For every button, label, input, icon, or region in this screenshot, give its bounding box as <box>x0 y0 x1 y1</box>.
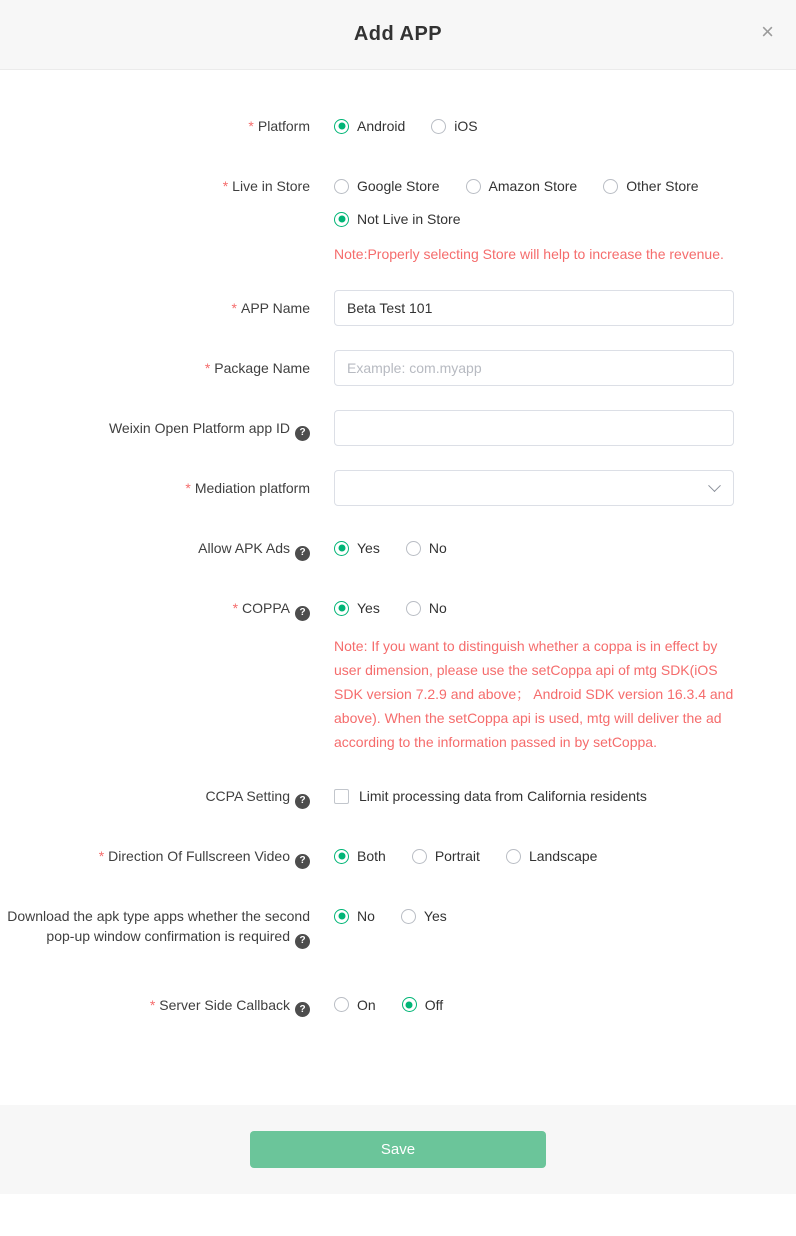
radio-label: Landscape <box>528 848 598 864</box>
radio-label: Not Live in Store <box>357 211 461 227</box>
required-marker: * <box>149 996 156 1013</box>
app-name-label <box>0 290 334 326</box>
modal-header <box>0 0 796 70</box>
mediation-platform-controls <box>334 470 796 506</box>
field-live-in-store <box>0 168 796 266</box>
field-allow-apk-ads <box>0 530 796 566</box>
radio-label: No <box>428 600 447 616</box>
add-app-form <box>0 70 796 1105</box>
direction-radio-group <box>334 838 734 874</box>
fullscreen-direction-label <box>0 838 334 874</box>
label-text: Mediation platform <box>194 480 310 496</box>
ccpa-checkbox[interactable] <box>334 788 647 804</box>
label-text: Platform <box>257 118 310 134</box>
radio-callback-on[interactable] <box>334 997 376 1013</box>
radio-unselected-icon <box>406 541 421 556</box>
allow-apk-ads-label <box>0 530 334 566</box>
radio-unselected-icon <box>406 601 421 616</box>
weixin-app-id-label <box>0 410 334 446</box>
ccpa-checkbox-line <box>334 778 734 814</box>
platform-label <box>0 108 334 144</box>
radio-label: iOS <box>454 118 478 134</box>
radio-selected-icon <box>334 541 349 556</box>
radio-selected-icon <box>334 119 349 134</box>
radio-allow-apk-yes[interactable] <box>334 540 380 556</box>
radio-label: No <box>428 540 447 556</box>
radio-label: Google Store <box>357 178 440 194</box>
ccpa-setting-controls <box>334 778 796 814</box>
platform-controls <box>334 108 796 144</box>
mediation-platform-select[interactable] <box>334 470 734 506</box>
radio-amazon-store[interactable] <box>466 178 578 194</box>
radio-unselected-icon <box>603 179 618 194</box>
required-marker: * <box>232 600 239 616</box>
required-marker: * <box>248 118 254 134</box>
label-text: Live in Store <box>232 178 310 194</box>
radio-unselected-icon <box>412 849 427 864</box>
radio-unselected-icon <box>431 119 446 134</box>
radio-not-live-in-store[interactable] <box>334 211 461 227</box>
modal-title: Add APP <box>353 23 443 45</box>
radio-selected-icon <box>334 212 349 227</box>
field-app-name <box>0 290 796 326</box>
package-name-label <box>0 350 334 386</box>
required-marker: * <box>231 300 237 316</box>
radio-unselected-icon <box>334 997 349 1012</box>
radio-label: Yes <box>357 600 380 616</box>
help-icon[interactable]: ? <box>295 934 310 949</box>
package-name-controls <box>334 350 796 386</box>
apk-popup-confirm-label <box>0 898 334 949</box>
radio-label: Yes <box>357 540 380 556</box>
radio-selected-icon <box>334 909 349 924</box>
modal-footer <box>0 1105 796 1194</box>
coppa-controls <box>334 590 796 754</box>
field-apk-popup-confirm <box>0 898 796 949</box>
field-coppa <box>0 590 796 754</box>
checkbox-unchecked-icon <box>334 789 349 804</box>
label-text: COPPA <box>242 600 290 616</box>
label-text: Allow APK Ads <box>198 540 290 556</box>
radio-selected-icon <box>402 997 417 1012</box>
package-name-input[interactable] <box>334 350 734 386</box>
help-icon[interactable]: ? <box>295 426 310 441</box>
radio-label: Portrait <box>434 848 480 864</box>
label-text: Package Name <box>214 360 310 376</box>
label-text: Direction Of Fullscreen Video <box>108 848 290 864</box>
radio-label: Yes <box>423 908 447 924</box>
field-mediation-platform <box>0 470 796 506</box>
ccpa-setting-label <box>0 778 334 814</box>
label-text: CCPA Setting <box>205 788 290 804</box>
field-fullscreen-direction <box>0 838 796 874</box>
radio-direction-landscape[interactable] <box>506 848 598 864</box>
coppa-label <box>0 590 334 754</box>
radio-unselected-icon <box>334 179 349 194</box>
save-button[interactable]: Save <box>250 1131 546 1168</box>
radio-apk-popup-no[interactable] <box>334 908 375 924</box>
coppa-radio-group <box>334 590 736 626</box>
radio-ios[interactable] <box>431 118 477 134</box>
field-platform <box>0 108 796 144</box>
radio-apk-popup-yes[interactable] <box>401 908 447 924</box>
store-radio-group-row2 <box>334 204 736 234</box>
server-side-callback-label <box>0 987 334 1023</box>
field-ccpa-setting <box>0 778 796 814</box>
mediation-platform-label <box>0 470 334 506</box>
help-icon[interactable]: ? <box>295 606 310 621</box>
close-icon[interactable]: × <box>761 19 774 44</box>
live-in-store-controls <box>334 168 796 266</box>
store-radio-group-row1 <box>334 168 736 204</box>
weixin-app-id-input[interactable] <box>334 410 734 446</box>
radio-google-store[interactable] <box>334 178 440 194</box>
radio-allow-apk-no[interactable] <box>406 540 447 556</box>
radio-label: Both <box>357 848 386 864</box>
checkbox-label: Limit processing data from California residents <box>359 788 647 804</box>
allow-apk-ads-radio-group <box>334 530 734 566</box>
radio-selected-icon <box>334 849 349 864</box>
app-name-input[interactable] <box>334 290 734 326</box>
fullscreen-direction-controls <box>334 838 796 874</box>
radio-direction-both[interactable] <box>334 848 386 864</box>
coppa-note: Note: If you want to distinguish whether a coppa is in effect by user dimension, please use the setCoppa api of mtg SDK(iOS SDK version 7.2.9 and above； Android SDK version 16.3.4 and above). When the setCoppa api is used, mtg will deliver the ad according to the information passed in by setCoppa. <box>334 638 734 750</box>
required-marker: * <box>204 360 211 376</box>
apk-popup-confirm-controls <box>334 898 796 949</box>
help-icon[interactable]: ? <box>295 854 310 869</box>
allow-apk-ads-controls <box>334 530 796 566</box>
help-icon[interactable]: ? <box>295 794 310 809</box>
required-marker: * <box>185 480 191 496</box>
required-marker: * <box>98 848 105 864</box>
radio-label: Amazon Store <box>488 178 578 194</box>
app-name-controls <box>334 290 796 326</box>
radio-unselected-icon <box>401 909 416 924</box>
field-weixin-app-id <box>0 410 796 446</box>
chevron-down-icon <box>708 479 721 492</box>
radio-callback-off[interactable] <box>402 997 443 1013</box>
label-text: APP Name <box>241 300 310 316</box>
field-package-name <box>0 350 796 386</box>
label-text: Download the apk type apps whether the second pop-up window confirmation is required <box>7 908 310 944</box>
help-icon[interactable]: ? <box>295 1002 310 1017</box>
radio-selected-icon <box>334 601 349 616</box>
radio-unselected-icon <box>506 849 521 864</box>
help-icon[interactable]: ? <box>295 546 310 561</box>
platform-radio-group <box>334 108 734 144</box>
radio-label: Android <box>357 118 406 134</box>
server-callback-radio-group <box>334 987 734 1023</box>
radio-other-store[interactable] <box>603 178 698 194</box>
apk-popup-radio-group <box>334 898 734 934</box>
server-side-callback-controls <box>334 987 796 1023</box>
store-note: Note:Properly selecting Store will help to increase the revenue. <box>334 246 724 262</box>
radio-label: No <box>357 908 375 924</box>
radio-coppa-yes[interactable] <box>334 600 380 616</box>
required-marker: * <box>222 178 229 194</box>
radio-label: On <box>357 996 376 1013</box>
radio-android[interactable] <box>334 118 405 134</box>
radio-label: Off <box>424 996 444 1013</box>
live-in-store-label <box>0 168 334 266</box>
field-server-side-callback <box>0 987 796 1023</box>
weixin-app-id-controls <box>334 410 796 446</box>
radio-direction-portrait[interactable] <box>412 848 480 864</box>
label-text: Server Side Callback <box>159 996 290 1013</box>
radio-label: Other Store <box>626 178 699 194</box>
radio-coppa-no[interactable] <box>406 600 447 616</box>
radio-unselected-icon <box>466 179 481 194</box>
label-text: Weixin Open Platform app ID <box>108 420 290 436</box>
